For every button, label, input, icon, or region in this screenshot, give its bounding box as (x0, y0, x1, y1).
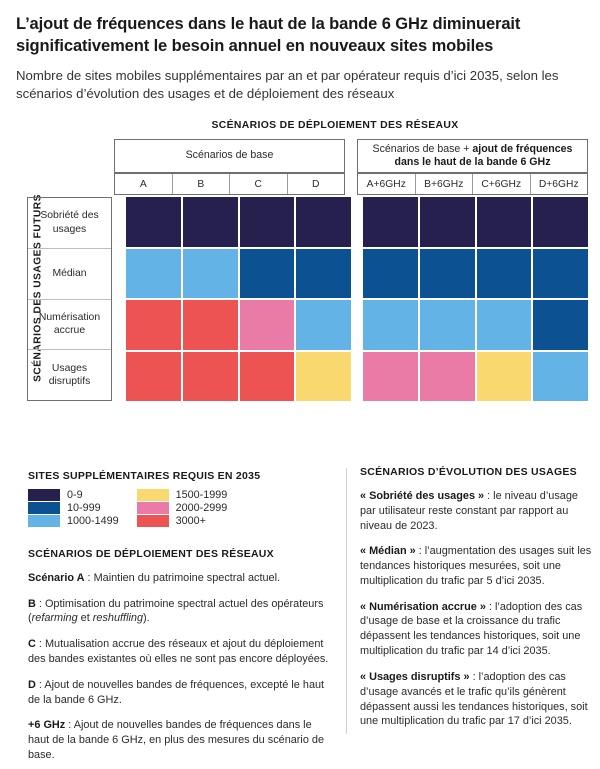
column-header-aplus6ghz: A+6GHz (358, 174, 416, 194)
heatmap-cell-r1-c1 (183, 249, 238, 299)
heatmap-cell-r1-c7 (533, 249, 588, 299)
band-header-row (114, 139, 588, 173)
cell-group-base (126, 197, 351, 401)
legend-label: 0-9 (67, 489, 83, 501)
note-italic: refarming (31, 612, 78, 625)
heatmap-cell-r3-c5 (420, 352, 475, 402)
row-header-3: Usages disruptifs (48, 362, 91, 388)
note-text: : Ajout de nouvelles bandes de fréquences dans le haut de la bande 6 GHz, en plus des mesures du scénario de base. (28, 719, 325, 761)
column-header-b: B (173, 174, 231, 194)
legend-column-2 (137, 489, 228, 527)
heatmap-cell-r3-c4 (363, 352, 418, 402)
note-term: +6 GHz (28, 719, 66, 732)
column-header-a: A (115, 174, 173, 194)
legend-title: SITES SUPPLÉMENTAIRES REQUIS EN 2035 (28, 470, 261, 482)
row-header-2: Numérisation accrue (28, 300, 111, 351)
note-term: D (28, 678, 36, 691)
heatmap-cell-r0-c2 (240, 197, 295, 247)
deployment-note-item-4 (28, 718, 334, 762)
row-header-1: Médian (28, 249, 111, 300)
heatmap-cell-r0-c6 (477, 197, 532, 247)
legend-swatch-icon (28, 502, 60, 514)
legend-label: 1000-1499 (67, 515, 119, 527)
row-label-column (27, 197, 112, 401)
header (0, 0, 600, 104)
heatmap-cell-r3-c2 (240, 352, 295, 402)
heatmap-cell-r1-c6 (477, 249, 532, 299)
usage-note-item-0 (360, 489, 592, 533)
band-header-6ghz (357, 139, 588, 173)
heatmap-cell-r3-c6 (477, 352, 532, 402)
usage-note-item-1 (360, 544, 592, 588)
legend-swatch-icon (137, 489, 169, 501)
heatmap-cell-r2-c2 (240, 300, 295, 350)
deployment-note-item-1 (28, 597, 334, 627)
column-group-6ghz (357, 173, 588, 195)
legend-swatch-icon (28, 489, 60, 501)
heatmap-cell-r3-c1 (183, 352, 238, 402)
matrix-cells (126, 197, 588, 401)
note-term: « Médian » (360, 545, 416, 558)
heatmap-cell-r0-c1 (183, 197, 238, 247)
matrix-body (27, 197, 588, 401)
legend-label: 1500-1999 (175, 489, 228, 501)
note-term: « Numérisation accrue » (360, 600, 486, 613)
table-row (363, 249, 588, 299)
legend-item (137, 515, 228, 527)
heatmap-cell-r0-c0 (126, 197, 181, 247)
heatmap-cell-r0-c7 (533, 197, 588, 247)
page-title: L’ajout de fréquences dans le haut de la bande 6 GHz diminuerait significativement le besoin annuel en nouveaux sites mobiles (16, 15, 521, 55)
legend-item (137, 489, 228, 501)
band-header-6ghz-normal: Scénarios de base + (372, 142, 473, 155)
legend-column-1 (28, 489, 119, 527)
legend-label: 10-999 (67, 502, 101, 514)
legend-item (28, 489, 119, 501)
column-header-cplus6ghz: C+6GHz (473, 174, 531, 194)
band-header-6ghz-bold: ajout de fréquences dans le haut de la bande 6 GHz (394, 142, 573, 168)
note-text: : Ajout de nouvelles bandes de fréquences, excepté le haut de la bande 6 GHz. (28, 678, 325, 706)
note-term: B (28, 597, 36, 610)
heatmap-cell-r1-c2 (240, 249, 295, 299)
notes-usage-scenarios (360, 466, 592, 735)
note-term: Scénario A (28, 571, 85, 584)
notes-usage-title: SCÉNARIOS D’ÉVOLUTION DES USAGES (360, 466, 577, 478)
row-header-0: Sobriété des usages (28, 198, 111, 249)
note-text: : l’adoption des cas d’usage de base et la croissance du trafic dépassent les tendances historiques, soit une multiplication du trafic par 14 d’ici 2035. (360, 600, 583, 658)
legend-item (137, 502, 228, 514)
column-header-d: D (312, 178, 320, 190)
heatmap-cell-r0-c3 (296, 197, 351, 247)
notes-deployment-scenarios (28, 548, 334, 769)
note-text: : Mutualisation accrue des réseaux et ajout du déploiement des bandes existantes où elles ne sont pas encore déployées. (28, 638, 329, 665)
note-term: « Sobriété des usages » (360, 489, 485, 502)
note-italic: reshuffling (92, 612, 144, 625)
heatmap-cell-r3-c7 (533, 352, 588, 402)
note-text: : l’adoption des cas d’usage avancés et le trafic qu’ils génèrent dépassent aussi les tendances historiques, soit une multiplication du trafic par 17 d’ici 2035. (360, 670, 588, 728)
page-subtitle: Nombre de sites mobiles supplémentaires par an et par opérateur requis d’ici 2035, selon les scénarios d’évolution des usages et de déploiement des réseaux (16, 67, 559, 102)
note-text: et (77, 612, 93, 625)
table-row (126, 197, 351, 247)
table-row (363, 197, 588, 247)
column-group-base (114, 173, 345, 195)
heatmap-cell-r3-c0 (126, 352, 181, 402)
note-text: : Maintien du patrimoine spectral actuel. (84, 571, 281, 584)
deployment-note-item-0 (28, 571, 334, 586)
note-text: : le niveau d’usage par utilisateur reste constant par rapport au niveau de 2023. (360, 489, 578, 532)
legend-swatch-icon (28, 515, 60, 527)
band-header-base (114, 139, 345, 173)
legend-label: 3000+ (175, 515, 206, 527)
legend-label: 2000-2999 (175, 502, 228, 514)
table-row (126, 249, 351, 299)
band-header-base-label: Scénarios de base (185, 149, 274, 162)
band-header-6ghz-label (362, 143, 583, 169)
heatmap-cell-r1-c4 (363, 249, 418, 299)
table-row (363, 300, 588, 350)
legend (28, 470, 338, 527)
vertical-divider (346, 468, 347, 734)
deployment-note-item-2 (28, 637, 334, 667)
notes-deployment-title: SCÉNARIOS DE DÉPLOIEMENT DES RÉSEAUX (28, 548, 274, 560)
table-row (126, 300, 351, 350)
note-text: : Optimisation du patrimoine spectral actuel des opérateurs ( (28, 597, 324, 625)
note-text: : l’augmentation des usages suit les tendances historiques mesurées, soit une multiplication du trafic par 5 d’ici 2035. (360, 545, 592, 587)
note-term: C (28, 638, 36, 651)
table-row (363, 352, 588, 402)
column-label-row (114, 173, 588, 195)
legend-swatch-icon (137, 502, 169, 514)
usage-note-item-3 (360, 670, 592, 729)
heatmap-cell-r0-c5 (420, 197, 475, 247)
heatmap-cell-r1-c3 (296, 249, 351, 299)
column-header-bplus6ghz: B+6GHz (416, 174, 474, 194)
heatmap-cell-r2-c7 (533, 300, 588, 350)
heatmap-cell-r2-c3 (296, 300, 351, 350)
heatmap-cell-r2-c5 (420, 300, 475, 350)
heatmap-cell-r1-c5 (420, 249, 475, 299)
column-axis-title: SCÉNARIOS DE DÉPLOIEMENT DES RÉSEAUX (211, 120, 459, 131)
heatmap-cell-r2-c0 (126, 300, 181, 350)
heatmap-cell-r2-c4 (363, 300, 418, 350)
matrix-grid-area (27, 139, 588, 401)
legend-swatch-icon (137, 515, 169, 527)
note-term: « Usages disruptifs » (360, 670, 470, 683)
column-header-dplus6ghz: D+6GHz (538, 178, 579, 190)
heatmap-cell-r2-c6 (477, 300, 532, 350)
heatmap-cell-r1-c0 (126, 249, 181, 299)
table-row (126, 352, 351, 402)
column-header-c: C (230, 174, 288, 194)
row-axis-title: SCÉNARIOS DES USAGES FUTURS (32, 194, 44, 382)
usage-note-item-2 (360, 600, 592, 659)
heatmap-cell-r0-c4 (363, 197, 418, 247)
heatmap-cell-r2-c1 (183, 300, 238, 350)
legend-item (28, 515, 119, 527)
legend-item (28, 502, 119, 514)
heatmap-cell-r3-c3 (296, 352, 351, 402)
cell-group-6ghz (363, 197, 588, 401)
heatmap-matrix (0, 120, 600, 401)
note-text: ). (143, 612, 150, 625)
deployment-note-item-3 (28, 678, 334, 708)
